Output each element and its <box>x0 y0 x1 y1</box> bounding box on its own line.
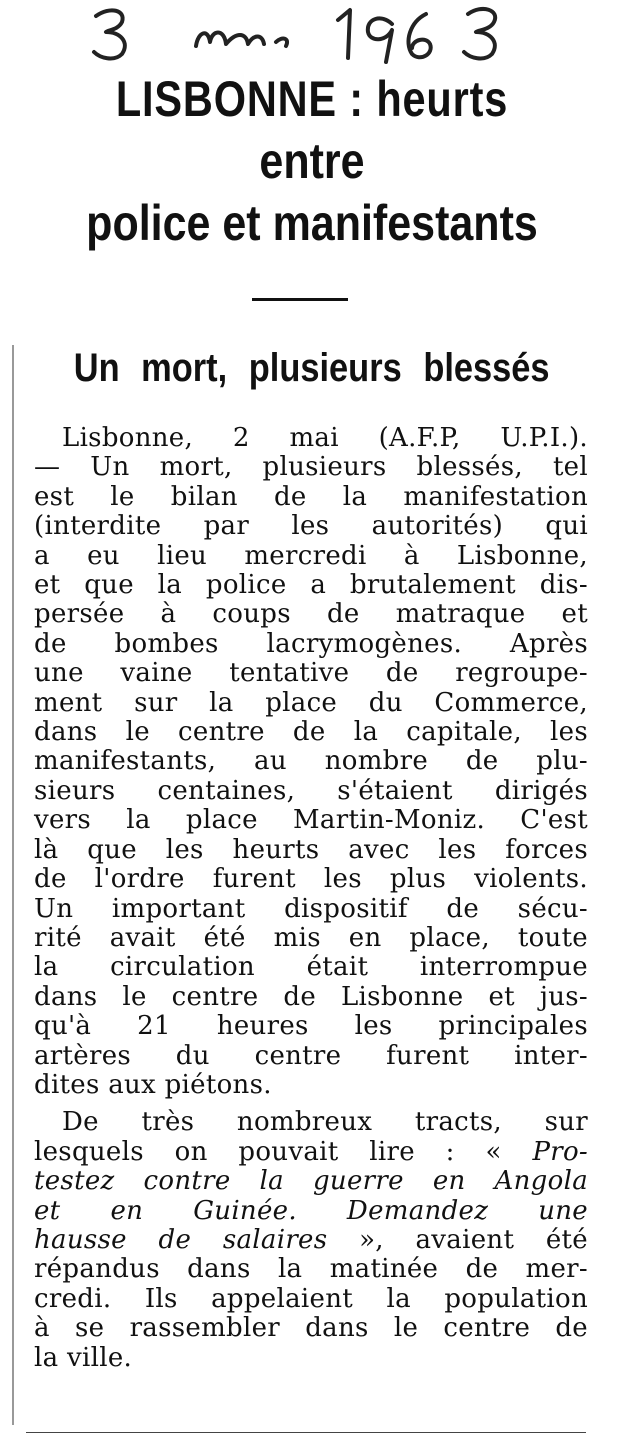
body-text-fragment: », avaient été <box>327 1224 588 1255</box>
body-line: là que les heurts avec les forces <box>34 834 588 865</box>
body-line: à se rassembler dans le centre de <box>34 1313 588 1344</box>
body-text-fragment: lesquels on pouvait lire : « <box>34 1136 533 1167</box>
quote-fragment: hausse de salaires <box>34 1224 328 1255</box>
body-line: persée à coups de matraque et <box>34 599 588 630</box>
body-line: artères du centre furent inter- <box>34 1040 588 1071</box>
handwritten-date-drawing <box>86 2 526 72</box>
body-line: rité avait été mis en place, toute <box>34 922 588 953</box>
body-line: manifestants, au nombre de plu- <box>34 746 588 777</box>
article-body <box>34 424 588 1373</box>
body-line: de bombes lacrymogènes. Après <box>34 628 588 659</box>
subheadline-text: Un mort, plusieurs blessés <box>74 346 550 390</box>
paragraph-1 <box>34 424 588 1100</box>
handwritten-date <box>86 2 526 72</box>
body-line: dans le centre de la capitale, les <box>34 717 588 748</box>
quote-fragment: Pro- <box>532 1136 588 1167</box>
headline-line-2: entre <box>259 133 365 189</box>
body-line: (interdite par les autorités) qui <box>34 511 588 542</box>
subheadline <box>28 342 596 394</box>
body-line: de l'ordre furent les plus violents. <box>34 864 588 895</box>
body-line: Un important dispositif de sécu- <box>34 893 588 924</box>
body-line: dans le centre de Lisbonne et jus- <box>34 981 588 1012</box>
body-line: qu'à 21 heures les principales <box>34 1011 588 1042</box>
body-line: et que la police a brutalement dis- <box>34 570 588 601</box>
body-line: la circulation était interrompue <box>34 952 588 983</box>
body-line: ment sur la place du Commerce, <box>34 687 588 718</box>
body-line <box>34 1138 588 1167</box>
body-line: répandus dans la matinée de mer- <box>34 1254 588 1285</box>
body-line: la ville. <box>34 1342 133 1373</box>
body-line: Lisbonne, 2 mai (A.F.P, U.P.I.). <box>62 423 588 453</box>
paragraph-2 <box>34 1108 588 1373</box>
bottom-rule <box>26 1432 586 1433</box>
headline <box>20 68 604 254</box>
column-rule <box>12 345 14 1425</box>
body-line <box>34 1226 588 1255</box>
body-line: sieurs centaines, s'étaient dirigés <box>34 775 588 806</box>
quote-line: et en Guinée. Demandez une <box>34 1195 588 1226</box>
body-line: une vaine tentative de regroupe- <box>34 658 588 689</box>
body-line: vers la place Martin-Moniz. C'est <box>34 805 588 836</box>
headline-line-3: police et manifestants <box>86 195 538 251</box>
quote-line: testez contre la guerre en Angola <box>34 1166 588 1197</box>
body-line: dites aux piétons. <box>34 1069 272 1100</box>
body-line: a eu lieu mercredi à Lisbonne, <box>34 540 588 571</box>
body-line: credi. Ils appelaient la population <box>34 1283 588 1314</box>
body-line: est le bilan de la manifestation <box>34 481 588 512</box>
body-line: De très nombreux tracts, sur <box>62 1107 588 1138</box>
body-line: — Un mort, plusieurs blessés, tel <box>34 452 588 483</box>
headline-divider <box>252 298 348 301</box>
headline-line-1: LISBONNE : heurts <box>115 71 509 127</box>
